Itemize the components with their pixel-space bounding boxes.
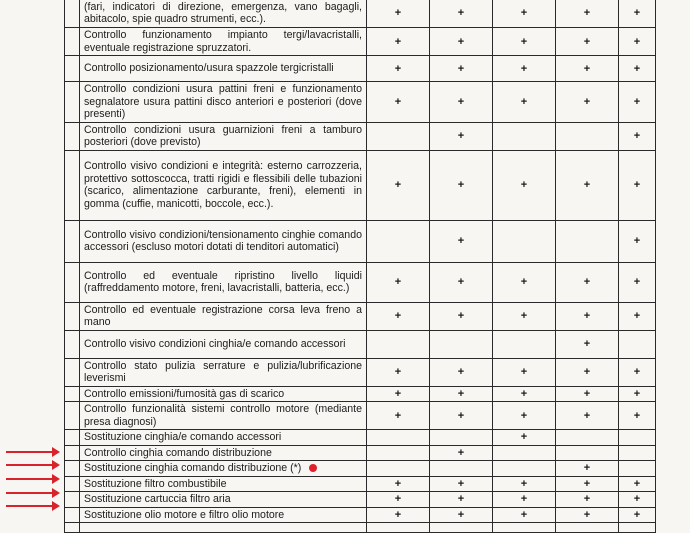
operation-description [80,220,367,262]
table-row [65,0,656,28]
interval-mark: + [493,56,556,82]
interval-mark: + [367,476,430,492]
interval-mark: + [430,0,493,28]
interval-mark: + [556,82,619,123]
interval-mark: + [367,386,430,402]
operation-text: Sostituzione olio motore e filtro olio motore [84,508,285,521]
operation-text: Sostituzione filtro combustibile [84,477,227,490]
operation-text: Sostituzione cinghia/e comando accessori [84,431,282,443]
table-row [65,461,656,477]
table-row [65,82,656,123]
table-row [65,122,656,150]
operation-text: (fari, indicatori di direzione, emergenza, vano bagagli, abitacolo, spie quadro strumenti, ecc.). [84,0,362,25]
operation-description [80,358,367,386]
operation-description [80,330,367,358]
interval-mark: + [493,476,556,492]
interval-mark: + [493,430,556,446]
interval-mark [367,430,430,446]
operation-description [80,82,367,123]
interval-mark: + [619,476,656,492]
table-row [65,445,656,461]
interval-mark [619,430,656,446]
interval-mark: + [430,386,493,402]
row-index-cell [65,220,80,262]
interval-mark: + [430,507,493,523]
interval-mark: + [556,476,619,492]
row-index-cell [65,445,80,461]
row-index-cell [65,402,80,430]
operation-description [80,507,367,523]
interval-mark: + [556,150,619,220]
interval-mark [619,330,656,358]
row-index-cell [65,523,80,533]
interval-mark: + [556,56,619,82]
interval-mark: + [367,150,430,220]
interval-mark [493,220,556,262]
interval-mark [556,220,619,262]
interval-mark: + [619,262,656,302]
operation-description [80,302,367,330]
interval-mark: + [619,56,656,82]
operation-description [80,0,367,28]
table-row [65,358,656,386]
interval-mark: + [556,461,619,477]
interval-mark [367,220,430,262]
interval-mark: + [367,82,430,123]
interval-mark [556,122,619,150]
table-row [65,386,656,402]
interval-mark: + [619,82,656,123]
interval-mark: + [430,56,493,82]
interval-mark [619,523,656,533]
table-row [65,150,656,220]
interval-mark: + [619,28,656,56]
interval-mark: + [430,492,493,508]
interval-mark: + [430,82,493,123]
table-row [65,523,656,533]
interval-mark [430,430,493,446]
interval-mark: + [619,386,656,402]
row-index-cell [65,82,80,123]
interval-mark: + [556,386,619,402]
row-index-cell [65,386,80,402]
operation-description [80,461,367,477]
interval-mark: + [430,220,493,262]
interval-mark: + [556,358,619,386]
operation-description [80,262,367,302]
table-row [65,492,656,508]
row-index-cell [65,461,80,477]
interval-mark: + [493,386,556,402]
interval-mark: + [367,262,430,302]
table-row [65,28,656,56]
interval-mark: + [430,150,493,220]
red-dot-icon [309,464,317,472]
interval-mark: + [430,476,493,492]
interval-mark: + [493,507,556,523]
table-row [65,56,656,82]
operation-description [80,476,367,492]
arrow-icon [6,505,58,507]
interval-mark: + [367,358,430,386]
interval-mark: + [367,402,430,430]
interval-mark: + [430,302,493,330]
interval-mark [430,330,493,358]
row-index-cell [65,302,80,330]
interval-mark: + [430,445,493,461]
interval-mark: + [556,0,619,28]
operation-description [80,523,367,533]
operation-description [80,430,367,446]
interval-mark: + [493,492,556,508]
operation-text: Controllo funzionamento impianto tergi/lavacristalli, eventuale registrazione spruzzatori. [84,29,362,54]
interval-mark [493,461,556,477]
operation-description [80,150,367,220]
interval-mark: + [619,492,656,508]
interval-mark [367,523,430,533]
interval-mark: + [493,150,556,220]
interval-mark: + [493,358,556,386]
row-index-cell [65,150,80,220]
interval-mark: + [430,262,493,302]
arrow-icon [6,451,58,453]
operation-description [80,402,367,430]
row-index-cell [65,56,80,82]
operation-text: Controllo condizioni usura guarnizioni freni a tamburo posteriori (dove previsto) [84,123,362,148]
arrow-icon [6,478,58,480]
table-row [65,476,656,492]
interval-mark: + [556,262,619,302]
operation-description [80,445,367,461]
operation-text: Controllo ed eventuale ripristino livello liquidi (raffreddamento motore, freni, lavacristalli, batteria, ecc.) [84,269,362,294]
interval-mark: + [556,302,619,330]
arrow-icon [6,492,58,494]
interval-mark [619,461,656,477]
interval-mark: + [367,302,430,330]
interval-mark: + [430,358,493,386]
interval-mark: + [493,0,556,28]
interval-mark [493,445,556,461]
interval-mark [367,330,430,358]
table-row [65,220,656,262]
interval-mark: + [556,28,619,56]
interval-mark [367,122,430,150]
interval-mark: + [367,28,430,56]
interval-mark [430,461,493,477]
operation-text: Controllo cinghia comando distribuzione [84,446,272,459]
operation-text: Controllo stato pulizia serrature e pulizia/lubrificazione leverismi [84,359,362,384]
interval-mark [430,523,493,533]
interval-mark [493,330,556,358]
table-row [65,507,656,523]
row-index-cell [65,358,80,386]
interval-mark: + [619,302,656,330]
interval-mark: + [619,402,656,430]
interval-mark: + [367,492,430,508]
maintenance-table [64,0,656,533]
interval-mark: + [619,0,656,28]
interval-mark: + [556,402,619,430]
table-row [65,330,656,358]
interval-mark: + [619,507,656,523]
operation-description [80,386,367,402]
row-index-cell [65,0,80,28]
table-row [65,430,656,446]
interval-mark [556,523,619,533]
row-index-cell [65,122,80,150]
interval-mark [367,445,430,461]
interval-mark [556,445,619,461]
interval-mark: + [556,507,619,523]
table-row [65,402,656,430]
operation-text: Controllo visivo condizioni/tensionamento cinghie comando accessori (escluso motori dotati di tenditori automatici) [84,228,362,253]
interval-mark: + [430,28,493,56]
interval-mark: + [493,28,556,56]
operation-description [80,56,367,82]
interval-mark [367,461,430,477]
interval-mark: + [619,220,656,262]
operation-description [80,28,367,56]
operation-text: Sostituzione cinghia comando distribuzione (*) [84,462,302,474]
row-index-cell [65,430,80,446]
interval-mark [493,523,556,533]
interval-mark: + [556,492,619,508]
operation-text: Controllo emissioni/fumosità gas di scarico [84,387,285,400]
interval-mark [493,122,556,150]
interval-mark: + [493,302,556,330]
interval-mark: + [367,56,430,82]
operation-description [80,492,367,508]
row-index-cell [65,330,80,358]
interval-mark: + [367,507,430,523]
interval-mark: + [493,402,556,430]
interval-mark: + [619,150,656,220]
operation-text: Controllo ed eventuale registrazione corsa leva freno a mano [84,303,362,328]
interval-mark: + [619,122,656,150]
interval-mark: + [556,330,619,358]
interval-mark: + [493,82,556,123]
row-index-cell [65,507,80,523]
interval-mark: + [367,0,430,28]
operation-description [80,122,367,150]
row-index-cell [65,28,80,56]
interval-mark: + [619,358,656,386]
table-row [65,262,656,302]
interval-mark: + [430,402,493,430]
interval-mark: + [430,122,493,150]
row-index-cell [65,492,80,508]
table-row [65,302,656,330]
arrow-icon [6,464,58,466]
row-index-cell [65,262,80,302]
operation-text: Controllo posizionamento/usura spazzole tergicristalli [84,62,334,75]
operation-text: Controllo visivo condizioni cinghia/e comando accessori [84,337,346,350]
operation-text: Controllo condizioni usura pattini freni e funzionamento segnalatore usura pattini disco anteriori e posteriori (dove presenti) [84,83,362,120]
operation-text: Sostituzione cartuccia filtro aria [84,493,231,505]
row-index-cell [65,476,80,492]
operation-text: Controllo funzionalità sistemi controllo motore (mediante presa diagnosi) [84,403,362,428]
operation-text: Controllo visivo condizioni e integrità: esterno carrozzeria, protettivo sottoscocca, tratti rigidi e flessibili delle tubazioni (scarico, alimentazione carburante, freni), elementi in gomma (cuffie, manicotti, boccole, ecc.). [84,160,362,210]
interval-mark: + [493,262,556,302]
interval-mark [556,430,619,446]
interval-mark [619,445,656,461]
